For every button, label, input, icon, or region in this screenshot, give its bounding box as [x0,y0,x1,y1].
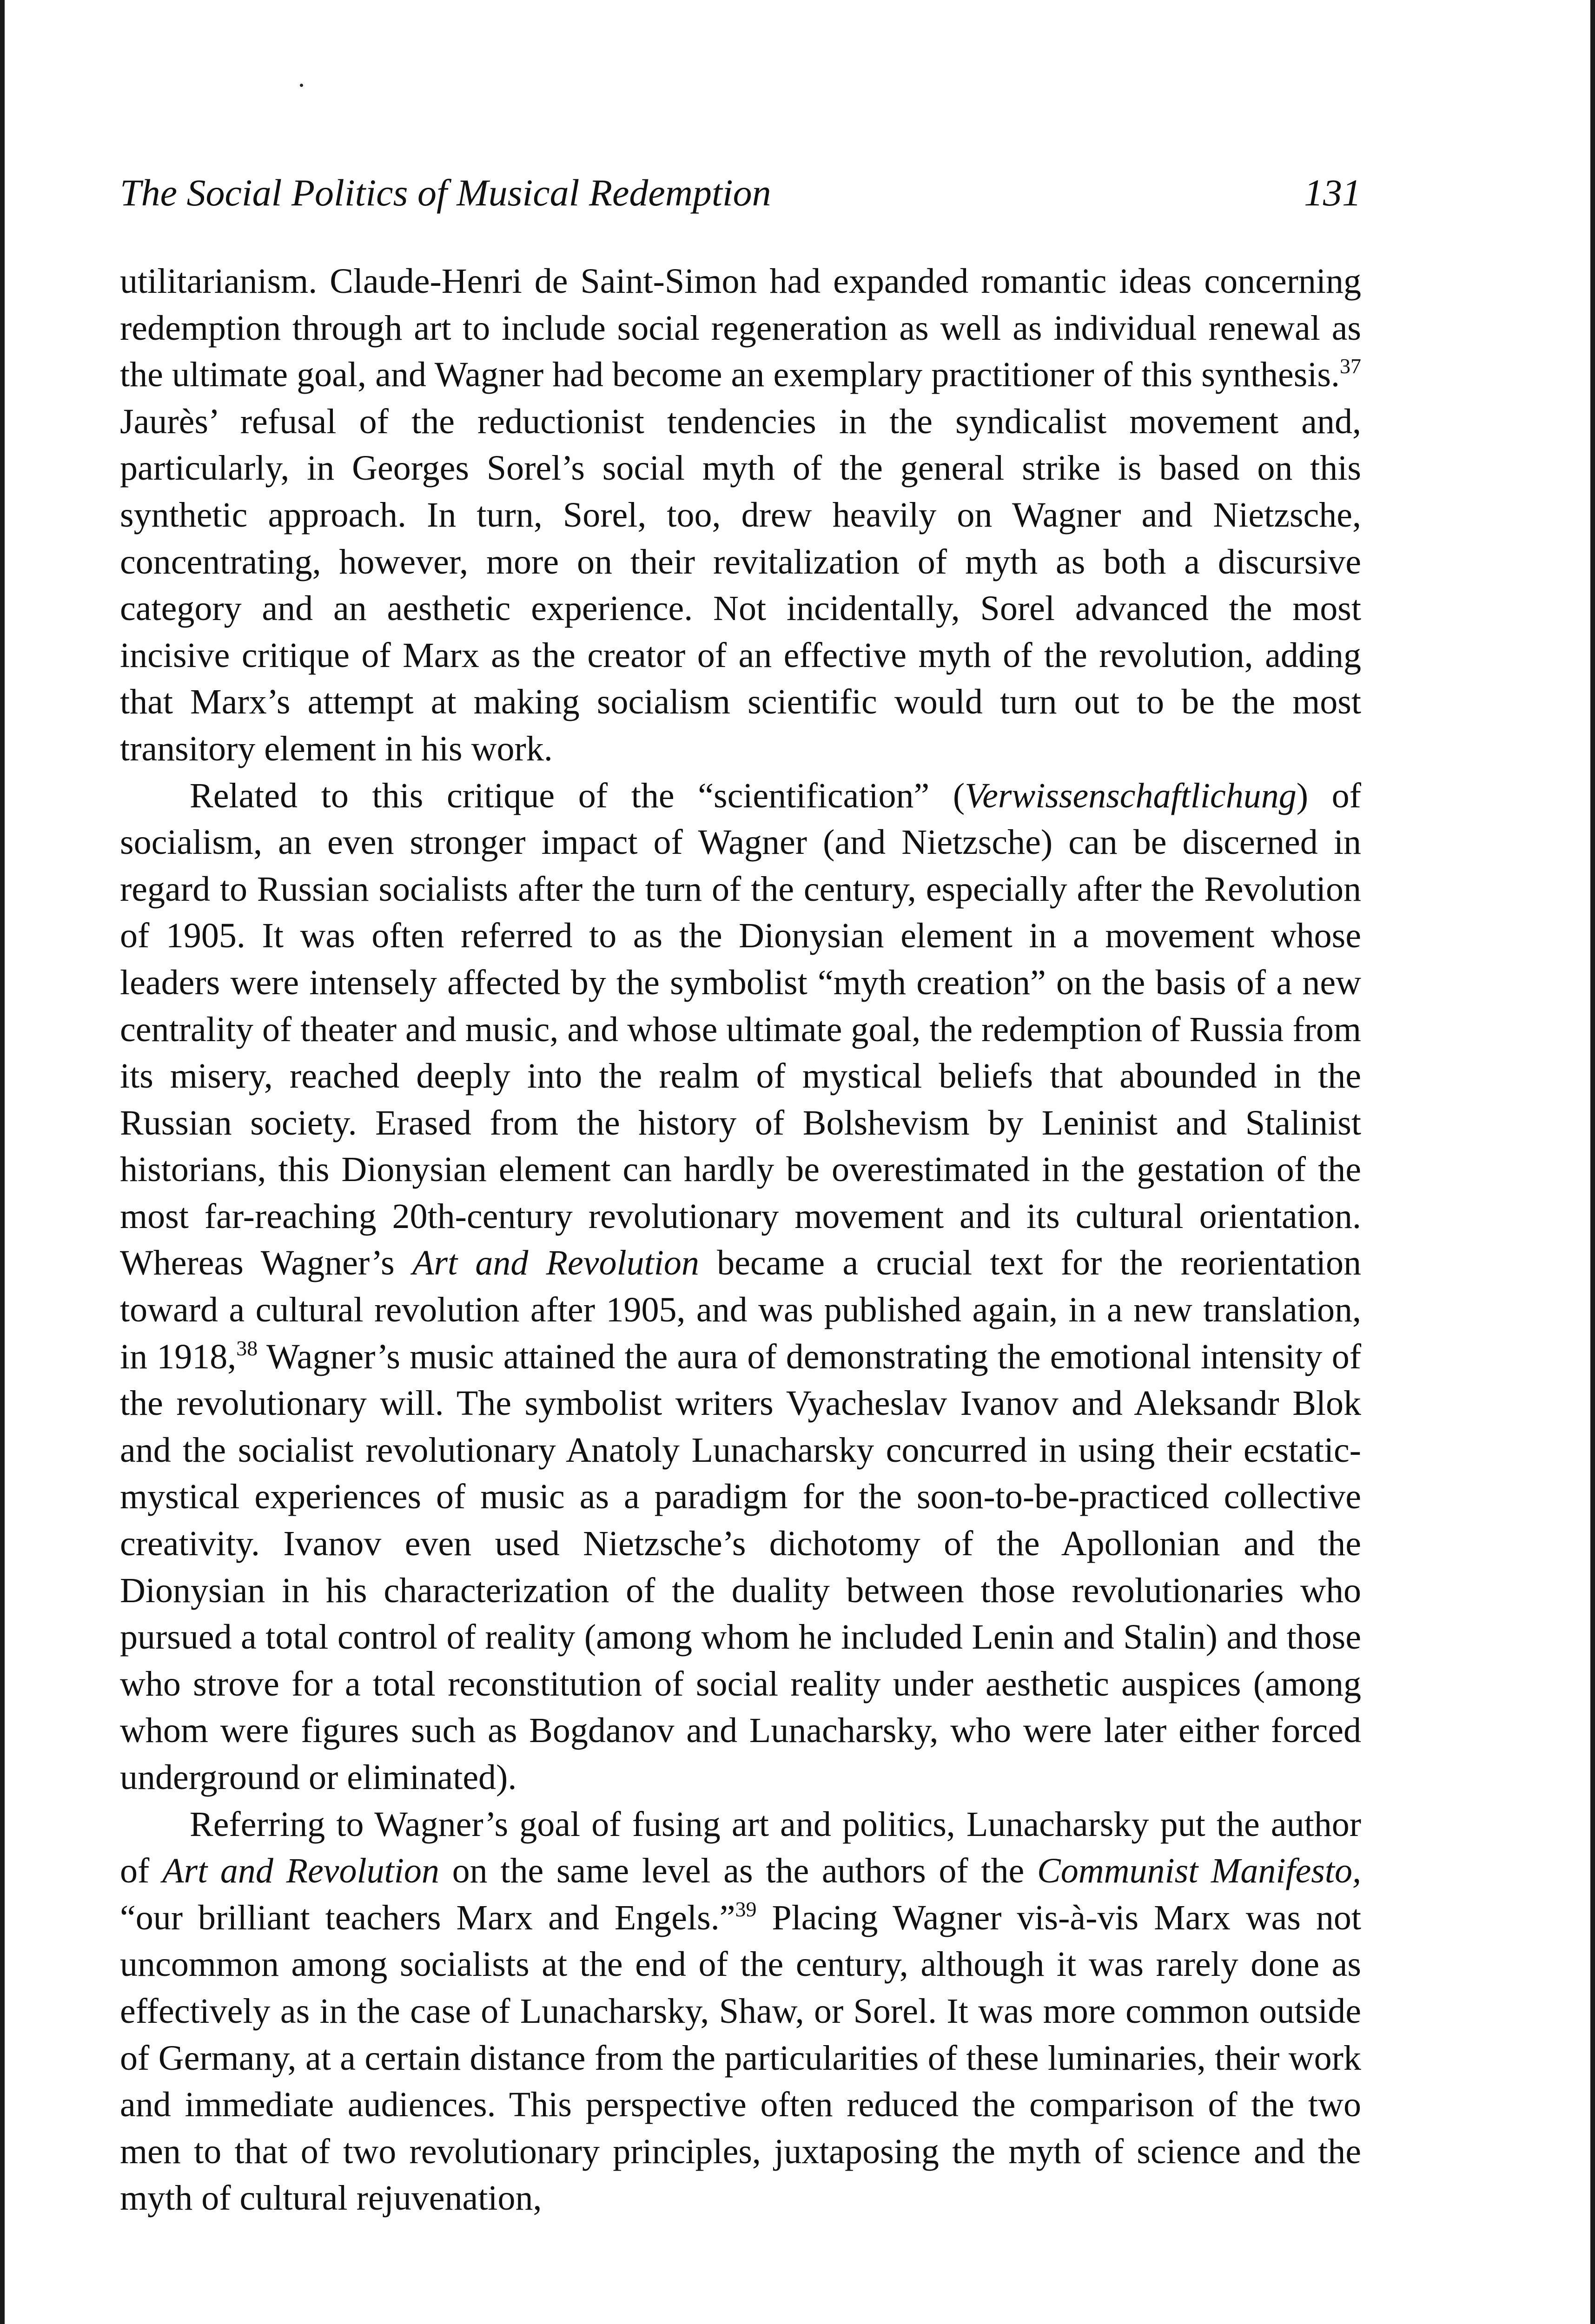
scan-speck [300,84,303,87]
italic-text: Art and Revolution [162,1851,439,1891]
footnote-ref: 39 [735,1897,757,1921]
footnote-ref: 37 [1340,354,1361,378]
text-run: became a crucial text for the reorientation toward a cultural revolution after 1905, and was published again, in a new translation, in 1918, [120,1243,1361,1376]
body-text [120,258,1361,2222]
footnote-ref: 38 [236,1336,258,1360]
page-number: 131 [1304,172,1361,214]
text-run: utilitarianism. Claude-Henri de Saint-Simon had expanded romantic ideas concerning redemption through art to include social regeneration as well as individual renewal as the ultimate goal, and Wagner had become an exemplary practitioner of this synthesis. [120,262,1361,395]
scan-edge-left [0,0,5,2324]
paragraph [120,258,1361,772]
italic-text: Art and Revolution [412,1243,699,1283]
running-title: The Social Politics of Musical Redemption [120,172,771,214]
italic-text: Communist Manifesto, [1037,1851,1362,1891]
text-run: Jaurès’ refusal of the reductionist tendencies in the syndicalist movement and, particularly, in Georges Sorel’s social myth of the general strike is based on this synthetic approach. In turn, Sorel, too, drew heavily on Wagner and Nietzsche, concentrating, however, more on their revitalization of myth as both a discursive category and an aesthetic experience. Not incidentally, Sorel advanced the most incisive critique of Marx as the creator of an effective myth of the revolution, adding that Marx’s attempt at making socialism scientific would turn out to be the most transitory element in his work. [120,402,1361,768]
text-run: “our brilliant teachers Marx and Engels.” [120,1898,735,1937]
italic-text: Verwissenschaftlichung [965,776,1297,815]
text-run: on the same level as the authors of the [439,1851,1038,1891]
paragraph [120,772,1361,1801]
text-run: Wagner’s music attained the aura of demonstrating the emotional intensity of the revolutionary will. The symbolist writers Vyacheslav Ivanov and Aleksandr Blok and the socialist revolutionary Anatoly Lunacharsky concurred in using their ecstatic-mystical experiences of music as a paradigm for the soon-to-be-practiced collective creativity. Ivanov even used Nietzsche’s dichotomy of the Apollonian and the Dionysian in his characterization of the duality between those revolutionaries who pursued a total control of reality (among whom he included Lenin and Stalin) and those who strove for a total reconstitution of social reality under aesthetic auspices (among whom were figures such as Bogdanov and Lunacharsky, who were later either forced underground or eliminated). [120,1337,1362,1797]
scan-edge-right [1590,0,1595,2324]
text-run: Related to this critique of the “scientification” ( [190,776,965,815]
text-run: ) of socialism, an even stronger impact of Wagner (and Nietzsche) can be discerned in regard to Russian socialists after the turn of the century, especially after the Revolution of 1905. It was often referred to as the Dionysian element in a movement whose leaders were intensely affected by the symbolist “myth creation” on the basis of a new centrality of theater and music, and whose ultimate goal, the redemption of Russia from its misery, reached deeply into the realm of mystical beliefs that abounded in the Russian society. Erased from the history of Bolshevism by Leninist and Stalinist historians, this Dionysian element can hardly be overestimated in the gestation of the most far-reaching 20th-century revolutionary movement and its cultural orientation. Whereas Wagner’s [120,776,1361,1283]
running-head [120,165,1361,221]
text-run: Referring to Wagner’s goal of fusing art and politics, Lunacharsky put the author of [120,1804,1361,1891]
paragraph [120,1801,1361,2222]
text-run: Placing Wagner vis-à-vis Marx was not uncommon among socialists at the end of the century, although it was rarely done as effectively as in the case of Lunacharsky, Shaw, or Sorel. It was more common outside of Germany, at a certain distance from the particularities of these luminaries, their work and immediate audiences. This perspective often reduced the comparison of the two men to that of two revolutionary principles, juxtaposing the myth of science and the myth of cultural rejuvenation, [120,1898,1361,2218]
